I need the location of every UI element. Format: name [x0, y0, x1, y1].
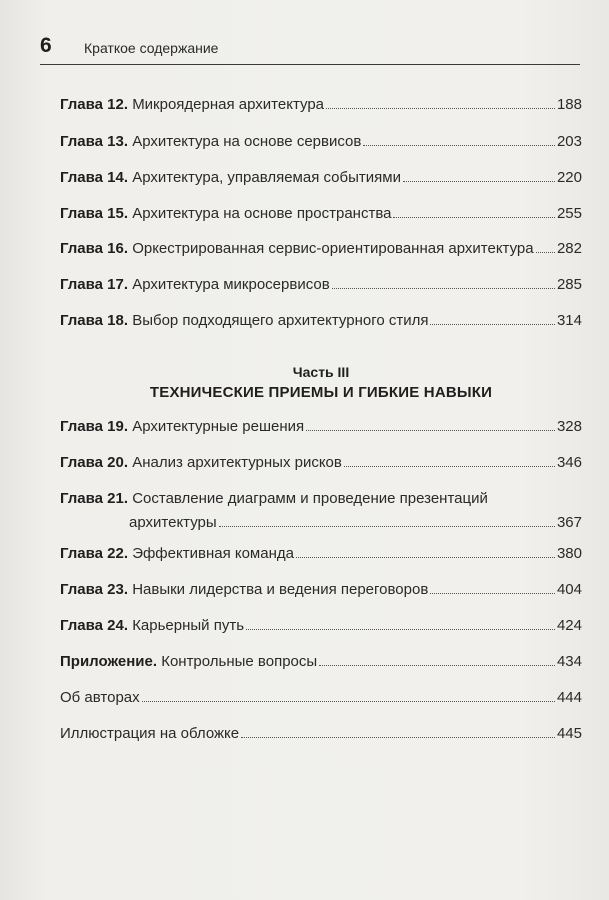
chapter-label: Глава 14. [60, 169, 129, 186]
chapter-label: Глава 22. [60, 545, 129, 562]
toc-entry-chapter-24[interactable] [60, 617, 582, 635]
page-ref: 434 [556, 653, 582, 670]
chapter-title: Архитектура, управляемая событиями [132, 169, 401, 186]
toc-entry-chapter-21[interactable] [60, 490, 582, 534]
page-ref: 285 [556, 276, 582, 293]
dot-leader [246, 617, 555, 630]
running-title: Краткое содержание [84, 40, 219, 56]
page-ref: 255 [556, 205, 582, 222]
chapter-label: Глава 12. [60, 96, 129, 113]
dot-leader [363, 133, 555, 146]
dot-leader [319, 653, 555, 666]
chapter-title-continuation: архитектуры [129, 514, 217, 531]
chapter-title: Архитектура микросервисов [132, 276, 330, 293]
chapter-title: Составление диаграмм и проведение презентаций [132, 490, 488, 507]
page-ref: 328 [556, 418, 582, 435]
chapter-title: Анализ архитектурных рисков [132, 454, 342, 471]
dot-leader [536, 240, 555, 253]
running-header [40, 30, 580, 65]
dot-leader [219, 514, 555, 527]
toc-entry-appendix[interactable] [60, 653, 582, 671]
page-ref: 220 [556, 169, 582, 186]
dot-leader [241, 725, 555, 738]
page-ref: 314 [556, 312, 582, 329]
chapter-label: Глава 24. [60, 617, 129, 634]
chapter-title: Архитектура на основе пространства [132, 205, 392, 222]
toc-entry-about-authors[interactable] [60, 689, 582, 707]
page-ref: 203 [556, 133, 582, 150]
dot-leader [326, 96, 555, 109]
toc-entry-chapter-17[interactable] [60, 276, 582, 294]
appendix-title: Контрольные вопросы [161, 653, 318, 670]
appendix-label: Приложение. [60, 653, 158, 670]
chapter-title: Оркестрированная сервис-ориентированная архитектура [132, 240, 534, 257]
dot-leader [344, 454, 555, 467]
page-ref: 445 [556, 725, 582, 742]
chapter-title: Выбор подходящего архитектурного стиля [132, 312, 429, 329]
chapter-label: Глава 17. [60, 276, 129, 293]
chapter-title: Навыки лидерства и ведения переговоров [132, 581, 429, 598]
chapter-label: Глава 19. [60, 418, 129, 435]
chapter-label: Глава 16. [60, 240, 129, 257]
part-title: ТЕХНИЧЕСКИЕ ПРИЕМЫ И ГИБКИЕ НАВЫКИ [149, 384, 493, 401]
toc-entry-chapter-16[interactable] [60, 240, 582, 258]
dot-leader [430, 312, 554, 325]
page-ref: 346 [556, 454, 582, 471]
toc-entry-chapter-18[interactable] [60, 312, 582, 330]
chapter-label: Глава 23. [60, 581, 129, 598]
page-ref: 424 [556, 617, 582, 634]
chapter-title: Архитектурные решения [132, 418, 305, 435]
dot-leader [430, 581, 555, 594]
chapter-label: Глава 13. [60, 133, 129, 150]
chapter-title: Эффективная команда [132, 545, 294, 562]
page-number: 6 [40, 34, 52, 57]
toc-entry-chapter-12[interactable] [60, 96, 582, 114]
chapter-label: Глава 21. [60, 490, 129, 507]
chapter-title: Архитектура на основе сервисов [132, 133, 362, 150]
toc-entry-chapter-20[interactable] [60, 454, 582, 472]
page-ref: 444 [556, 689, 582, 706]
chapter-label: Глава 18. [60, 312, 129, 329]
dot-leader [393, 205, 554, 218]
toc-entry-chapter-13[interactable] [60, 133, 582, 151]
toc-entry-chapter-23[interactable] [60, 581, 582, 599]
chapter-label: Глава 15. [60, 205, 129, 222]
toc-entry-chapter-14[interactable] [60, 169, 582, 187]
toc-entry-chapter-15[interactable] [60, 205, 582, 223]
chapter-title: Карьерный путь [132, 617, 245, 634]
page-ref: 282 [556, 240, 582, 257]
part-number: Часть III [292, 364, 350, 380]
dot-leader [142, 689, 555, 702]
page-ref: 404 [556, 581, 582, 598]
dot-leader [296, 545, 555, 558]
dot-leader [306, 418, 555, 431]
toc-entry-chapter-19[interactable] [60, 418, 582, 436]
page-ref: 367 [556, 514, 582, 531]
entry-title: Иллюстрация на обложке [60, 725, 240, 742]
page-ref: 380 [556, 545, 582, 562]
entry-title: Об авторах [60, 689, 140, 706]
chapter-label: Глава 20. [60, 454, 129, 471]
dot-leader [403, 169, 555, 182]
dot-leader [332, 276, 555, 289]
toc-entry-chapter-22[interactable] [60, 545, 582, 563]
toc-entry-cover-illustration[interactable] [60, 725, 582, 743]
page-ref: 188 [556, 96, 582, 113]
chapter-title: Микроядерная архитектура [132, 96, 325, 113]
